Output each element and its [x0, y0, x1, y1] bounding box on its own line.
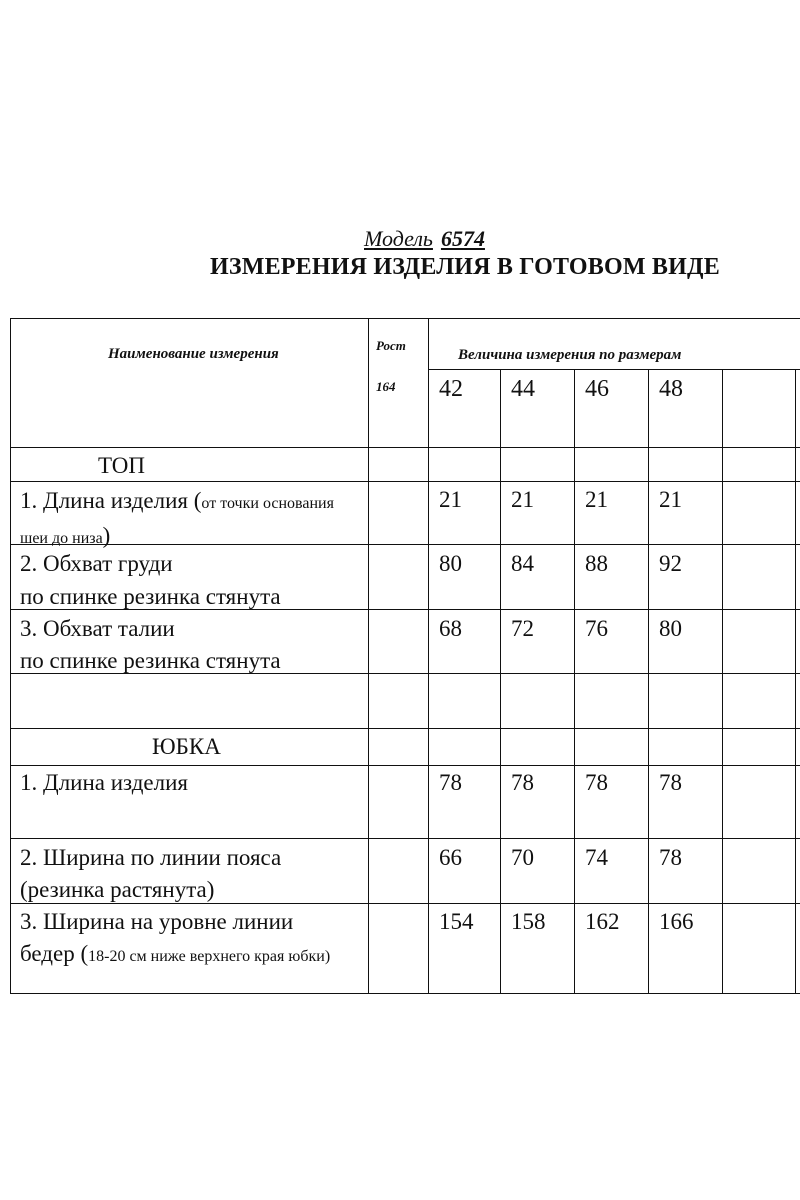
top-row-1-value: 21: [439, 487, 462, 512]
skirt-row-1-value: 78: [659, 770, 682, 795]
col-line: [648, 369, 649, 994]
skirt-row-3-value: 154: [439, 909, 474, 934]
top-row-1-label: [20, 485, 360, 555]
top-row-3-label-line1: 3. Обхват талии: [20, 616, 175, 641]
top-row-3-value: 72: [511, 616, 534, 641]
skirt-row-2-label-line2: (резинка растянута): [20, 877, 215, 902]
skirt-row-3-note: 18-20 см ниже верхнего края юбки: [88, 948, 325, 965]
row-line: [10, 838, 800, 839]
top-row-2-value: 80: [439, 551, 462, 576]
top-row-2-value: 88: [585, 551, 608, 576]
size-46: 46: [585, 376, 609, 402]
top-row-1-text: 1. Длина изделия (: [20, 488, 202, 513]
top-row-1-close: ): [102, 523, 111, 548]
skirt-row-2-value: 74: [585, 845, 608, 870]
row-line: [10, 609, 800, 610]
top-row-3-label-line2: по спинке резинка стянута: [20, 648, 281, 673]
section-title-skirt: ЮБКА: [152, 734, 221, 759]
skirt-row-1-label: 1. Длина изделия: [20, 770, 188, 795]
col-line: [428, 318, 429, 994]
col-line: [368, 318, 369, 994]
col-line-left: [10, 318, 11, 994]
size-42: 42: [439, 376, 463, 402]
table-border-top: [10, 318, 800, 319]
top-row-2-label-line1: 2. Обхват груди: [20, 551, 173, 576]
section-title-top: ТОП: [98, 453, 145, 478]
row-line: [10, 728, 800, 729]
header-sizes-label: Величина измерения по размерам: [458, 347, 682, 363]
row-line: [10, 903, 800, 904]
top-row-1-value: 21: [511, 487, 534, 512]
top-row-1-value: 21: [585, 487, 608, 512]
skirt-row-2-label-line1: 2. Ширина по линии пояса: [20, 845, 282, 870]
top-row-2-value: 84: [511, 551, 534, 576]
skirt-row-3-text: бедер (: [20, 941, 89, 966]
skirt-row-3-value: 158: [511, 909, 546, 934]
row-line: [10, 765, 800, 766]
header-bottom-line: [10, 447, 800, 448]
sizes-header-divider: [428, 369, 800, 370]
page-title: ИЗМЕРЕНИЯ ИЗДЕЛИЯ В ГОТОВОМ ВИДЕ: [210, 254, 720, 280]
top-row-3-value: 76: [585, 616, 608, 641]
skirt-row-3-label-line1: 3. Ширина на уровне линии: [20, 909, 294, 934]
top-row-3-value: 80: [659, 616, 682, 641]
model-number: 6574: [440, 226, 485, 251]
top-row-2-label-line2: по спинке резинка стянута: [20, 584, 281, 609]
skirt-row-2-value: 66: [439, 845, 462, 870]
row-line: [10, 481, 800, 482]
top-row-1-note: от точки основания шеи до низа: [20, 495, 334, 547]
skirt-row-1-value: 78: [585, 770, 608, 795]
size-48: 48: [659, 376, 683, 402]
row-line: [10, 673, 800, 674]
skirt-row-3-value: 162: [585, 909, 620, 934]
skirt-row-2-value: 70: [511, 845, 534, 870]
skirt-row-3-label-line2: [20, 938, 360, 973]
model-label: Модель: [364, 226, 433, 251]
header-height-label: Рост: [376, 338, 406, 353]
size-44: 44: [511, 376, 535, 402]
skirt-row-3-close: ): [324, 948, 331, 965]
col-line: [500, 369, 501, 994]
skirt-row-3-value: 166: [659, 909, 694, 934]
skirt-row-1-value: 78: [511, 770, 534, 795]
top-row-2-value: 92: [659, 551, 682, 576]
col-line: [574, 369, 575, 994]
top-row-1-value: 21: [659, 487, 682, 512]
header-height-value: 164: [376, 379, 396, 394]
top-row-3-value: 68: [439, 616, 462, 641]
header-name-column: Наименование измерения: [108, 346, 279, 362]
table-border-bottom: [10, 993, 800, 994]
skirt-row-1-value: 78: [439, 770, 462, 795]
col-line-right: [795, 369, 796, 994]
col-line: [722, 369, 723, 994]
skirt-row-2-value: 78: [659, 845, 682, 870]
